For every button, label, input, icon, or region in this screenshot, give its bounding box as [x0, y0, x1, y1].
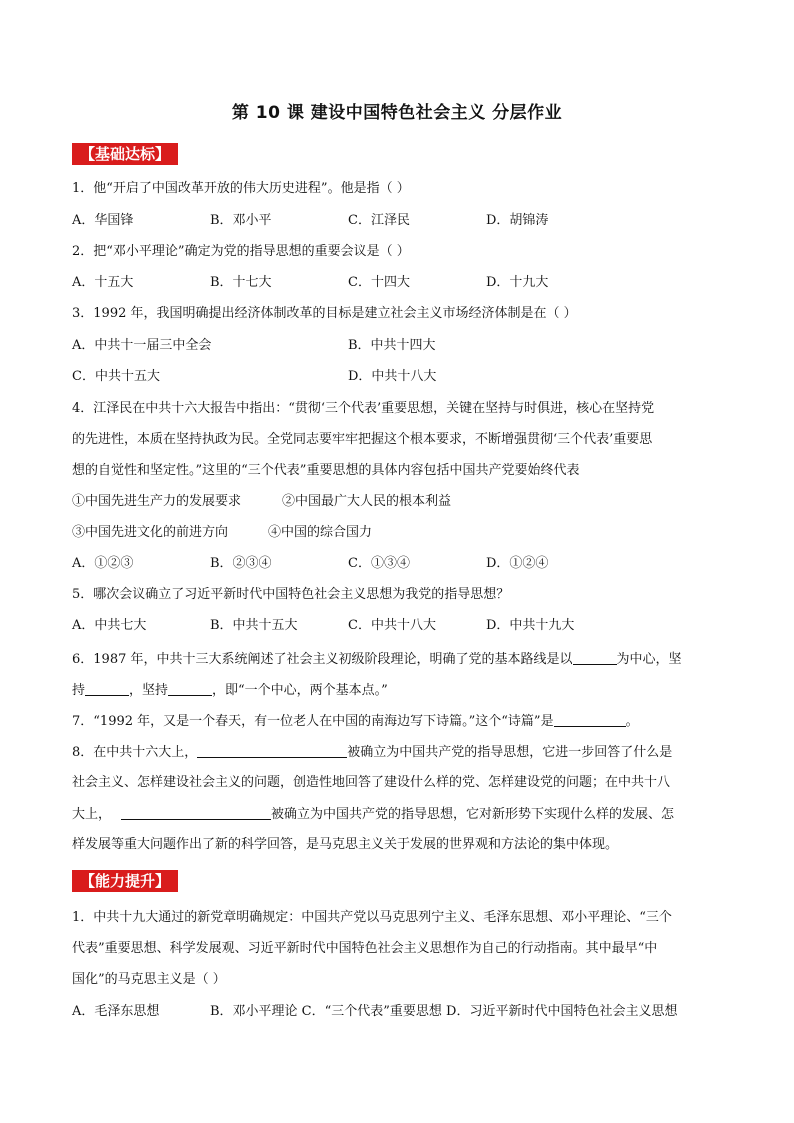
question-4-line-3: 想的自觉性和坚定性。”这里的“三个代表”重要思想的具体内容包括中国共产党要始终代表	[72, 463, 580, 478]
question-4-line-2: 的先进性，本质在坚持执政为民。全党同志要牢牢把握这个根本要求，不断增强贯彻‘三个代表’重要思	[72, 432, 653, 447]
question-4-item-1: ①中国先进生产力的发展要求	[72, 494, 242, 509]
question-4-item-3: ③中国先进文化的前进方向	[72, 525, 229, 540]
question-2-stem: 2．把“邓小平理论”确定为党的指导思想的重要会议是（ ）	[72, 244, 410, 259]
question-2-option-a: A．十五大	[72, 275, 134, 290]
advanced-question-1-line-1: 1．中共十九大通过的新党章明确规定：中国共产党以马克思列宁主义、毛泽东思想、邓小平理论、“三个	[72, 910, 672, 925]
question-2-option-b: B．十七大	[210, 275, 272, 290]
question-3-stem: 3．1992 年，我国明确提出经济体制改革的目标是建立社会主义市场经济体制是在（ ）	[72, 306, 577, 321]
question-7-blank[interactable]	[554, 712, 626, 727]
question-8-text-2: 被确立为中国共产党的指导思想，它进一步回答了什么是	[347, 745, 673, 760]
question-2-option-d: D．十九大	[486, 275, 549, 290]
question-8-line-2: 社会主义、怎样建设社会主义的问题，创造性地回答了建设什么样的党、怎样建设党的问题；在中共十八	[72, 775, 671, 790]
question-8-text-3: 大上，	[72, 807, 112, 822]
section-advanced-banner: 【能力提升】	[72, 870, 178, 892]
question-6-text-2: 为中心，坚	[616, 652, 682, 667]
question-6-line-2	[72, 681, 722, 700]
question-5-option-b: B．中共十五大	[210, 618, 298, 633]
question-3-option-d: D．中共十八大	[348, 369, 437, 384]
question-8-line-3	[72, 805, 722, 824]
question-4-option-d: D．①②④	[486, 556, 549, 571]
question-6-blank-1[interactable]	[573, 650, 617, 665]
question-8-line-4: 样发展等重大问题作出了新的科学回答，是马克思主义关于发展的世界观和方法论的集中体现。	[72, 837, 619, 852]
question-5-option-d: D．中共十九大	[486, 618, 575, 633]
question-3-option-a: A．中共十一届三中全会	[72, 338, 212, 353]
question-6-text-3: 持	[72, 683, 86, 698]
question-1-stem: 1．他“开启了中国改革开放的伟大历史进程”。他是指（ ）	[72, 181, 410, 196]
advanced-question-1-options-bcd: B．邓小平理论 C．“三个代表”重要思想 D．习近平新时代中国特色社会主义思想	[210, 1004, 678, 1019]
question-4-line-1: 4．江泽民在中共十六大报告中指出：“贯彻‘三个代表’重要思想，关键在坚持与时俱进，核心在坚持党	[72, 401, 655, 416]
question-6-blank-2[interactable]	[85, 681, 129, 696]
question-5-option-a: A．中共七大	[72, 618, 147, 633]
question-4-item-4: ④中国的综合国力	[268, 525, 373, 540]
question-7-line	[72, 712, 722, 731]
question-7-text-1: 7．“1992 年，又是一个春天，有一位老人在中国的南海边写下诗篇。”这个“诗篇”是	[72, 714, 554, 729]
question-8-text-1: 8．在中共十六大上，	[72, 745, 198, 760]
question-8-blank-1[interactable]	[197, 743, 347, 758]
question-4-item-2: ②中国最广大人民的根本利益	[282, 494, 452, 509]
advanced-question-1-line-3: 国化”的马克思主义是（ ）	[72, 972, 226, 987]
question-4-option-c: C．①③④	[348, 556, 410, 571]
question-8-text-4: 被确立为中国共产党的指导思想，它对新形势下实现什么样的发展、怎	[271, 807, 675, 822]
question-4-option-b: B．②③④	[210, 556, 272, 571]
question-4-option-a: A．①②③	[72, 556, 134, 571]
question-1-option-d: D．胡锦涛	[486, 213, 549, 228]
question-3-option-b: B．中共十四大	[348, 338, 436, 353]
question-5-option-c: C．中共十八大	[348, 618, 436, 633]
section-basic-banner: 【基础达标】	[72, 143, 178, 165]
question-1-option-b: B．邓小平	[210, 213, 272, 228]
question-6-text-5: ，即“一个中心，两个基本点。”	[212, 683, 388, 698]
question-5-stem: 5．哪次会议确立了习近平新时代中国特色社会主义思想为我党的指导思想？	[72, 587, 510, 602]
question-8-line-1	[72, 743, 722, 762]
question-3-option-c: C．中共十五大	[72, 369, 160, 384]
question-1-option-c: C．江泽民	[348, 213, 410, 228]
question-6-line-1	[72, 650, 722, 669]
question-6-text-1: 6．1987 年，中共十三大系统阐述了社会主义初级阶段理论，明确了党的基本路线是以	[72, 652, 573, 667]
question-6-text-4: ，坚持	[129, 683, 169, 698]
question-7-text-2: 。	[625, 714, 639, 729]
page-title: 第 10 课 建设中国特色社会主义 分层作业	[231, 103, 563, 123]
question-8-blank-2[interactable]	[121, 805, 271, 820]
question-6-blank-3[interactable]	[168, 681, 212, 696]
advanced-question-1-option-a: A．毛泽东思想	[72, 1004, 160, 1019]
question-1-option-a: A．华国锋	[72, 213, 134, 228]
question-2-option-c: C．十四大	[348, 275, 410, 290]
advanced-question-1-line-2: 代表”重要思想、科学发展观、习近平新时代中国特色社会主义思想作为自己的行动指南。其中最早“中	[72, 941, 658, 956]
